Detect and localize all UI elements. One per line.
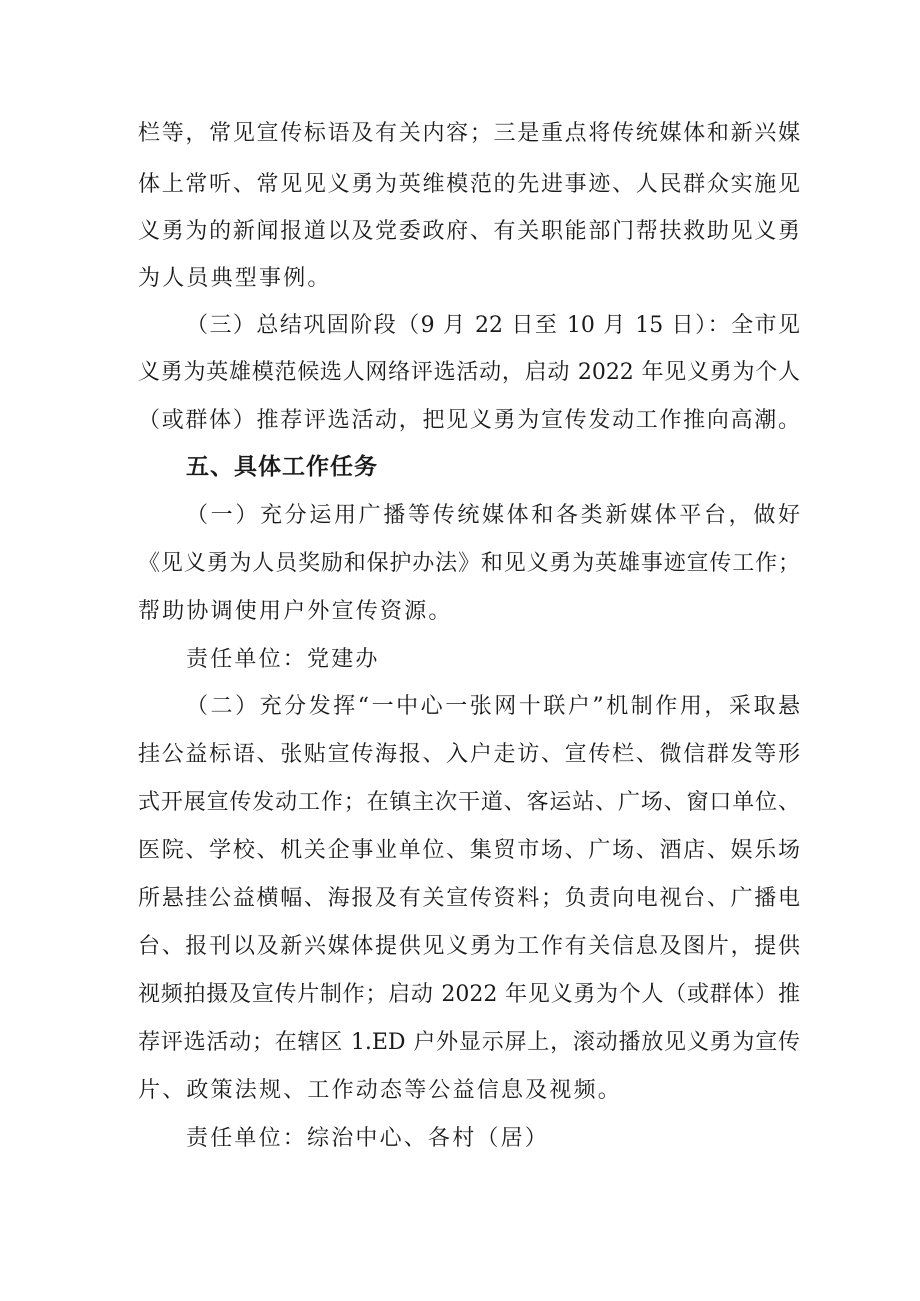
- paragraph-line: 义勇为的新闻报道以及党委政府、有关职能部门帮扶救助见义勇: [138, 219, 800, 244]
- paragraph-line: 医院、学校、机关企事业单位、集贸市场、广场、酒店、娱乐场: [138, 838, 800, 863]
- paragraph-line: （或群体）推荐评选活动，把见义勇为宣传发动工作推向高潮。: [138, 408, 800, 433]
- paragraph-line: 所悬挂公益横幅、海报及有关宣传资料；负责向电视台、广播电: [138, 886, 800, 911]
- paragraph-line: 栏等，常见宣传标语及有关内容；三是重点将传统媒体和新兴媒: [138, 121, 800, 146]
- paragraph-line: 式开展宣传发动工作；在镇主次干道、客运站、广场、窗口单位、: [138, 790, 800, 815]
- paragraph-line: 《见义勇为人员奖励和保护办法》和见义勇为英雄事迹宣传工作；: [138, 551, 800, 576]
- paragraph-line: 台、报刊以及新兴媒体提供见义勇为工作有关信息及图片，提供: [138, 934, 800, 959]
- responsible-unit-line: 责任单位：党建办: [186, 647, 380, 672]
- paragraph-line: （二）充分发挥“一中心一张网十联户”机制作用，采取悬: [186, 694, 800, 719]
- paragraph-line: 荐评选活动；在辖区 1.ED 户外显示屏上，滚动播放见义勇为宣传: [138, 1030, 800, 1055]
- responsible-unit-line: 责任单位：综治中心、各村（居）: [186, 1126, 550, 1151]
- paragraph-line: 为人员典型事例。: [138, 266, 332, 291]
- paragraph-line: 挂公益标语、张贴宣传海报、入户走访、宣传栏、微信群发等形: [138, 742, 800, 767]
- paragraph-line: 义勇为英雄模范候选人网络评选活动，启动 2022 年见义勇为个人: [138, 360, 800, 385]
- section-heading: 五、具体工作任务: [186, 454, 378, 480]
- paragraph-line: 视频拍摄及宣传片制作；启动 2022 年见义勇为个人（或群体）推: [138, 982, 800, 1007]
- paragraph-line: 帮助协调使用户外宣传资源。: [138, 599, 453, 624]
- paragraph-line: （一）充分运用广播等传统媒体和各类新媒体平台，做好: [186, 503, 800, 528]
- paragraph-line: 片、政策法规、工作动态等公益信息及视频。: [138, 1078, 623, 1103]
- paragraph-line: 体上常听、常见见义勇为英维模范的先进事迹、人民群众实施见: [138, 172, 800, 197]
- paragraph-line: （三）总结巩固阶段（9 月 22 日至 10 月 15 日）：全市见: [186, 313, 800, 338]
